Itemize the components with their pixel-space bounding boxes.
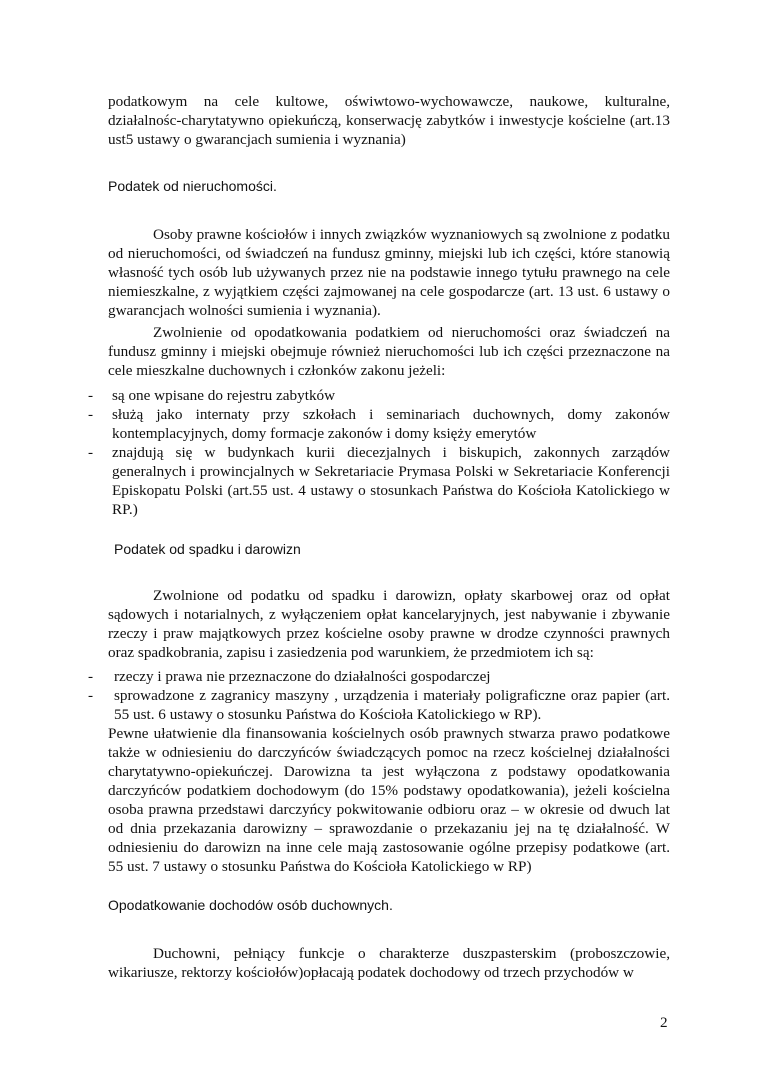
section2-paragraph-1: Zwolnione od podatku od spadku i darowizn, opłaty skarbowej oraz od opłat sądowych i notarialnych, z wyłączeniem opłat kancelaryjnych, jest nabywanie i zbywanie rzeczy i praw majątkowych przez kościelne osoby prawne w drodze czynności prawnych oraz spadkobrania, zapisu i zasiedzenia pod warunkiem, że przedmiotem ich są: (108, 587, 670, 661)
section1-paragraph-2: Zwolnienie od opodatkowania podatkiem od nieruchomości oraz świadczeń na fundusz gminny i miejski obejmuje również nieruchomości lub ich części przeznaczone na cele mieszkalne duchownych i członków zakonu jeżeli: (108, 324, 670, 379)
list-item-text: są one wpisane do rejestru zabytków (112, 387, 336, 404)
list-dash: - (88, 387, 94, 404)
section-heading-clergy-income: Opodatkowanie dochodów osób duchownych. (108, 897, 393, 913)
section3-paragraph-1: Duchowni, pełniący funkcje o charakterze duszpasterskim (proboszczowie, wikariusze, rektorzy kościołów)opłacają podatek dochodowy od trzech przychodów w (108, 945, 670, 981)
list-item-text: sprowadzone z zagranicy maszyny , urządzenia i materiały poligraficzne oraz papier (art. 55 ust. 6 ustawy o stosunku Państwa do Kościoła Katolickiego w RP). (114, 687, 670, 723)
list-item-text: służą jako internaty przy szkołach i seminariach duchownych, domy zakonów kontemplacyjnych, domy formacje zakonów i domy księży emerytów (112, 406, 670, 442)
section2-paragraph-2: Pewne ułatwienie dla finansowania kościelnych osób prawnych stwarza prawo podatkowe także w odniesieniu do darczyńców świadczących pomoc na rzecz kościelnej działalności charytatywno-opiekuńczej. Darowizna ta jest wyłączona z podstawy opodatkowania darczyńców podatkiem dochodowym (do 15% podstawy opodatkowania), jeżeli kościelna osoba prawna przedstawi darczyńcy pokwitowanie odbioru oraz – w okresie od dwuch lat od dnia przekazania darowizny – sprawozdanie o przekazaniu jej na tę działalność. W odniesieniu do darowizn na inne cele mają zastosowanie ogólne przepisy podatkowe (art. 55 ust. 7 ustawy o stosunku Państwa do Kościoła Katolickiego w RP) (108, 725, 670, 875)
section1-paragraph-1: Osoby prawne kościołów i innych związków wyznaniowych są zwolnione z podatku od nieruchomości, od świadczeń na fundusz gminny, miejski lub ich części, które stanowią własność tych osób lub używanych przez nie na podstawie innego tytułu prawnego na cele niemieszkalne, z wyjątkiem części zajmowanej na cele gospodarcze (art. 13 ust. 6 ustawy o gwarancjach wolności sumienia i wyznania). (108, 226, 670, 319)
list-item-text: znajdują się w budynkach kurii diecezjalnych i biskupich, zakonnych zarządów generalnych i prowincjalnych w Sekretariacie Prymasa Polski w Sekretariacie Konferencji Episkopatu Polski (art.55 ust. 4 ustawy o stosunkach Państwa do Kościoła Katolickiego w RP.) (112, 444, 670, 518)
page-number: 2 (660, 1014, 668, 1031)
section-heading-property-tax: Podatek od nieruchomości. (108, 178, 277, 194)
intro-paragraph: podatkowym na cele kultowe, oświwtowo-wychowawcze, naukowe, kulturalne, działalnośc-charytatywno opiekuńczą, konserwację zabytków i inwestycje kościelne (art.13 ust5 ustawy o gwarancjach sumienia i wyznania) (108, 93, 670, 148)
list-item-text: rzeczy i prawa nie przeznaczone do działalności gospodarczej (114, 668, 491, 685)
list-dash: - (88, 444, 94, 461)
list-dash: - (88, 687, 94, 704)
list-dash: - (88, 668, 94, 685)
list-dash: - (88, 406, 94, 423)
section-heading-inheritance-tax: Podatek od spadku i darowizn (114, 541, 301, 557)
